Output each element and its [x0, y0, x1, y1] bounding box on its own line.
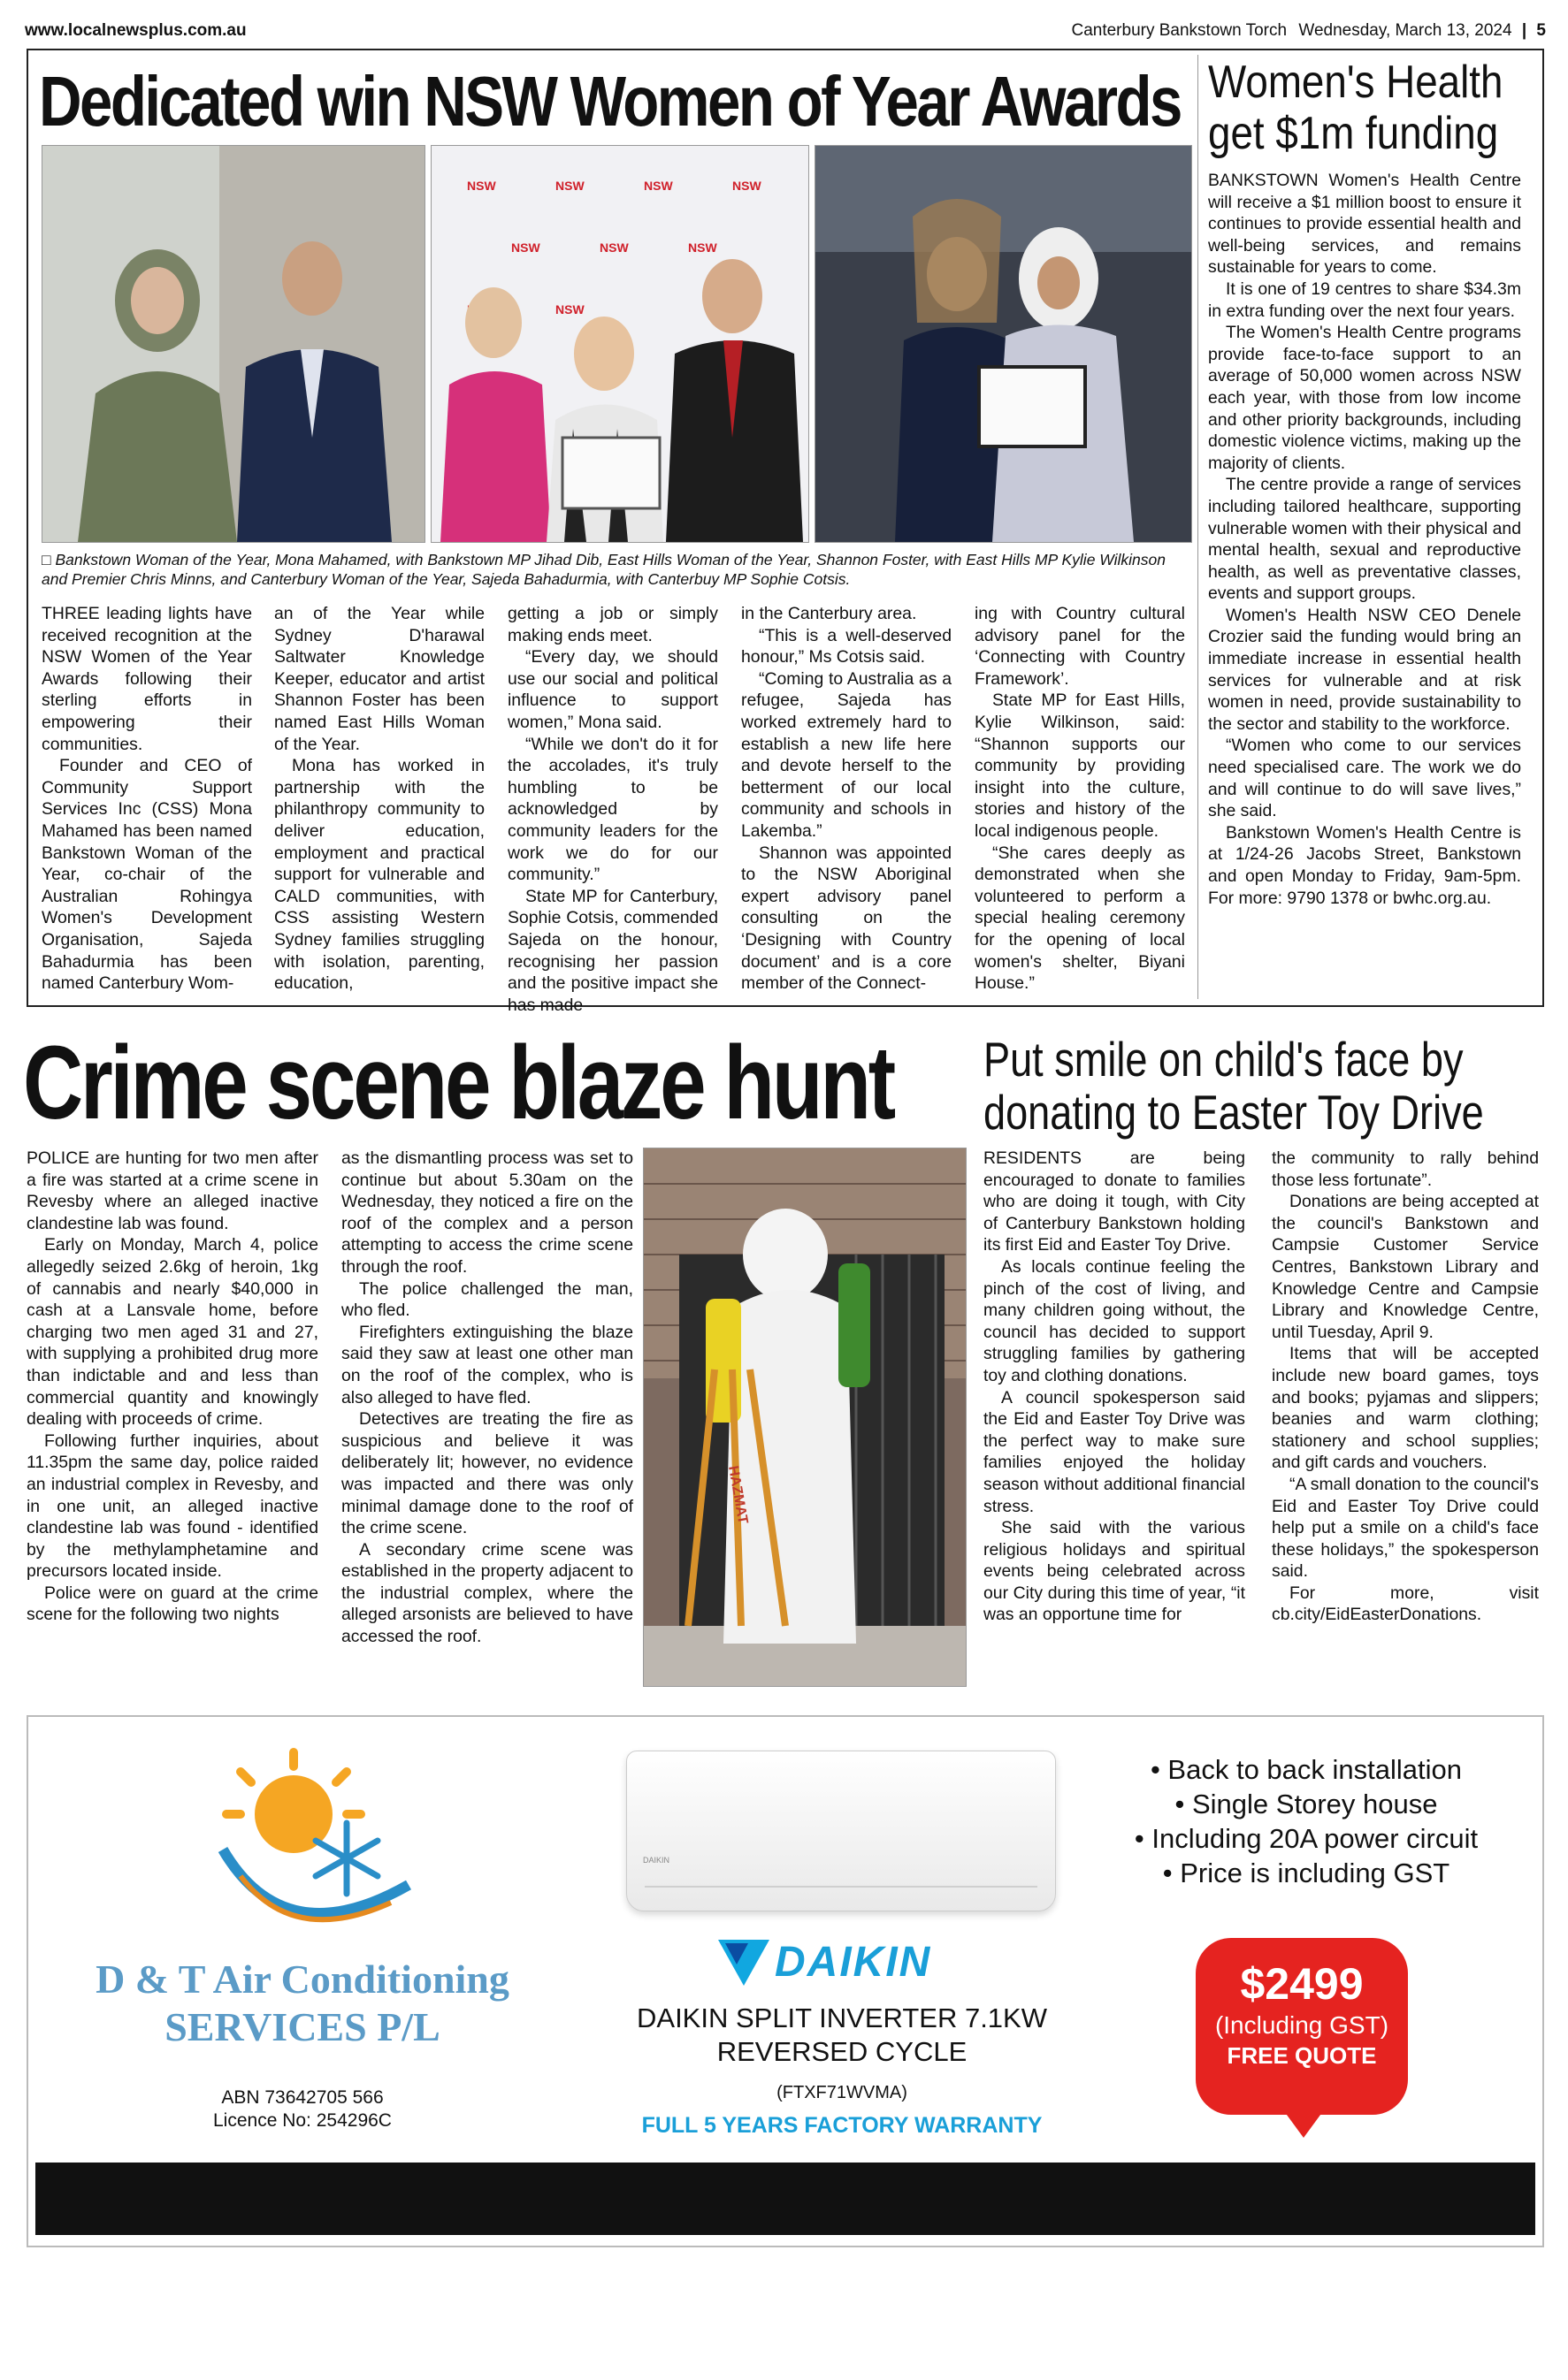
- feature-item: • Back to back installation: [1150, 1754, 1463, 1785]
- paragraph: It is one of 19 centres to share $34.3m in extra funding over the next four years.: [1208, 278, 1521, 321]
- svg-text:NSW: NSW: [688, 240, 717, 255]
- ad-footer-bar: [35, 2163, 1535, 2285]
- website-url[interactable]: www.localnewsplus.com.au: [25, 21, 247, 40]
- paragraph: The centre provide a range of services including tailored healthcare, supporting vulnerable women with their physical and mental health, sexual and reproductive health, as well as preventative classes, events and support groups.: [1208, 475, 1521, 604]
- feature-item: • Price is including GST: [1162, 1857, 1450, 1888]
- headline-line: donating to Easter Toy Drive: [983, 1085, 1484, 1140]
- price-badge-pointer: [1284, 2111, 1323, 2138]
- contact-info: Sales - Service and Installation - Domestic & Commercial I Mobile: 0472 840 846 I Email address: dtairsales@gmail.com: [116, 2257, 1482, 2285]
- story1-column-1: [42, 603, 252, 995]
- headline-line: get $1m funding: [1208, 108, 1499, 159]
- sun-snowflake-logo-icon: [187, 1743, 444, 1973]
- paragraph: Founder and CEO of Community Support Services Inc (CSS) Mona Mahamed has been named Bankstown Woman of the Year, co-chair of the Australian Rohingya Women's Development Organisation, Sajeda Bahadurmia has been named Canterbury Wom-: [42, 756, 252, 994]
- paragraph: For more, visit cb.city/EidEasterDonations.: [1272, 1583, 1539, 1625]
- hazmat-photo: [643, 1148, 967, 1687]
- price-note: (Including GST): [1214, 2011, 1389, 2039]
- caption-box-icon: □: [42, 551, 51, 568]
- paragraph: Following further inquiries, about 11.35pm the same day, police raided an industrial complex in Revesby, and in one unit, an alleged inactive clandestine lab was found - identified by the methylamphetamine and precursors located inside.: [27, 1430, 318, 1582]
- svg-text:NSW: NSW: [467, 179, 496, 193]
- paragraph: an of the Year while Sydney D'harawal Saltwater Knowledge Keeper, educator and artist Shannon Foster has been named East Hills Woman of the Year.: [274, 604, 485, 754]
- air-conditioner-image: [626, 1751, 1056, 1911]
- svg-text:NSW: NSW: [511, 240, 540, 255]
- feature-item: • Including 20A power circuit: [1134, 1823, 1479, 1854]
- headline-line: Women's Health: [1208, 57, 1503, 108]
- paragraph: ing with Country cultural advisory panel for the ‘Connecting with Country Framework’.: [975, 604, 1185, 689]
- paragraph: Early on Monday, March 4, police allegedly seized 2.6kg of heroin, 1kg of cannabis and nearly $40,000 in cash at a Lansvale home, before charging two men aged 31 and 27, with supplying a prohibited drug more than indictable and and less than commercial quantity and knowingly dealing with proceeds of crime.: [27, 1235, 318, 1430]
- story2-column: [1208, 170, 1521, 909]
- price: $2499: [1240, 1959, 1364, 2009]
- publication-name: Canterbury Bankstown Torch: [1071, 21, 1288, 40]
- page-header: [25, 21, 1546, 44]
- paragraph: “Coming to Australia as a refugee, Sajeda has worked extremely hard to establish a new life here and devote herself to the betterment of our local community and schools in Lakemba.”: [741, 668, 952, 841]
- issue-date: Wednesday, March 13, 2024: [1298, 21, 1512, 40]
- price-badge: [1196, 1938, 1408, 2115]
- paragraph: “Every day, we should use our social and political influence to support women,” Mona said.: [508, 647, 718, 732]
- story1-headline: Dedicated win NSW Women of Year Awards: [39, 62, 1181, 141]
- paragraph: A council spokesperson said the Eid and Easter Toy Drive was the perfect way to make sure families enjoyed the holiday season without additional financial stress.: [983, 1387, 1245, 1516]
- svg-text:HAZMAT: HAZMAT: [725, 1464, 751, 1526]
- story4-column-2: [1272, 1148, 1539, 1626]
- feature-list: [1090, 1752, 1523, 1890]
- paragraph: The police challenged the man, who fled.: [341, 1278, 633, 1321]
- company-name: [73, 1956, 532, 2051]
- svg-text:NSW: NSW: [644, 179, 673, 193]
- paragraph: BANKSTOWN Women's Health Centre will receive a $1 million boost to ensure it continues to provide essential health and well-being services, and remains sustainable for years to come.: [1208, 171, 1521, 278]
- paragraph: Items that will be accepted include new board games, toys and books; pyjamas and slippers; beanies and warm clothing; stationery and school supplies; and gift cards and vouchers.: [1272, 1344, 1539, 1473]
- awards-photo-canterbury: [815, 145, 1192, 543]
- story3-column-1: [27, 1148, 318, 1626]
- svg-text:NSW: NSW: [555, 179, 585, 193]
- svg-text:NSW: NSW: [600, 240, 629, 255]
- paragraph: POLICE are hunting for two men after a fire was started at a crime scene in Revesby where an alleged inactive clandestine lab was found.: [27, 1148, 318, 1233]
- paragraph: A secondary crime scene was established in the property adjacent to the industrial complex, where the alleged arsonists are believed to have accessed the roof.: [341, 1539, 633, 1647]
- model-number: (FTXF71WVMA): [776, 2083, 907, 2102]
- licence-number: Licence No: 254296C: [213, 2110, 392, 2131]
- paragraph: getting a job or simply making ends meet.: [508, 604, 718, 645]
- story3-column-2: [341, 1148, 633, 1648]
- page-number: 5: [1536, 21, 1546, 40]
- story1-column-4: [741, 603, 952, 995]
- abn: ABN 73642705 566: [221, 2087, 384, 2108]
- story3-headline: Crime scene blaze hunt: [23, 1025, 894, 1141]
- story4-headline: [983, 1032, 1484, 1140]
- paragraph: She said with the various religious holidays and spiritual events being celebrated across our City during this time of year, “it was an opportune time for: [983, 1518, 1245, 1625]
- paragraph: RESIDENTS are being encouraged to donate to families who are doing it tough, with City of Canterbury Bankstown holding its first Eid and Easter Toy Drive.: [983, 1148, 1245, 1255]
- unit-brand-label: DAIKIN: [643, 1856, 670, 1865]
- free-quote-label: FREE QUOTE: [1227, 2042, 1377, 2069]
- paragraph: Mona has worked in partnership with the philanthropy community to deliver education, employment and practical support for vulnerable and CALD communities, with CSS assisting Western Sydney families struggling with isolation, parenting, education,: [274, 756, 485, 994]
- daikin-logo: [718, 1938, 948, 1989]
- product-line: DAIKIN SPLIT INVERTER 7.1KW: [637, 2002, 1047, 2033]
- paragraph: The Women's Health Centre programs provide face-to-face support to an average of 50,000 women across NSW each year, with those from low income and other priority backgrounds, including domestic violence victims, making up the majority of clients.: [1208, 323, 1521, 473]
- company-registration: [73, 2086, 532, 2132]
- product-description: [594, 2002, 1090, 2069]
- paragraph: the community to rally behind those less fortunate”.: [1272, 1148, 1539, 1190]
- paragraph: “A small donation to the council's Eid and Easter Toy Drive could help put a smile on a child's face these holidays,” the spokesperson said.: [1272, 1474, 1539, 1582]
- company-name-line: D & T Air Conditioning: [96, 1957, 509, 2002]
- story1-column-3: [508, 603, 718, 1016]
- story1-column-5: [975, 603, 1185, 995]
- daikin-triangle-icon: [718, 1940, 769, 1986]
- headline-line: Put smile on child's face by: [983, 1032, 1464, 1087]
- paragraph: Firefighters extinguishing the blaze said they saw at least one other man on the roof of the complex, who is also alleged to have fled.: [341, 1322, 633, 1407]
- masthead-info: Canterbury Bankstown Torch Wednesday, March 13, 2024 | 5: [1071, 21, 1546, 40]
- paragraph: “She cares deeply as demonstrated when she volunteered to perform a special healing ceremony for the opening of local women's shelter, Biyani House.”: [975, 843, 1185, 994]
- feature-item: • Single Storey house: [1174, 1789, 1438, 1819]
- paragraph: “Women who come to our services need specialised care. The work we do and will continue to do will save lives,” she said.: [1208, 736, 1521, 821]
- caption-text: Bankstown Woman of the Year, Mona Mahamed, with Bankstown MP Jihad Dib, East Hills Woman of the Year, Shannon Foster, with East Hills MP Kylie Wilkinson and Premier Chris Minns, and Canterbury Woman of the Year, Sajeda Bahadurmia, with Canterbuy MP Sophie Cotsis.: [42, 551, 1166, 588]
- warranty-text: FULL 5 YEARS FACTORY WARRANTY: [641, 2113, 1043, 2138]
- paragraph: As locals continue feeling the pinch of the cost of living, and many children going without, the council has decided to support struggling families by gathering toy and clothing donations.: [983, 1256, 1245, 1385]
- paragraph: Bankstown Women's Health Centre is at 1/24-26 Jacobs Street, Bankstown and open Monday to Friday, 9am-5pm. For more: 9790 1378 or bwhc.org.au.: [1208, 822, 1521, 908]
- paragraph: Women's Health NSW CEO Denele Crozier said the funding would bring an immediate increase in essential health services for vulnerable and at risk women in need, provide sustainability to the sector and stability to the workforce.: [1208, 605, 1521, 734]
- svg-text:NSW: NSW: [555, 302, 585, 317]
- paragraph: as the dismantling process was set to continue but about 5.30am on the Wednesday, they noticed a fire on the roof of the complex and a person attempting to access the crime scene through the roof.: [341, 1148, 633, 1277]
- paragraph: State MP for Canterbury, Sophie Cotsis, commended Sajeda on the honour, recognising her passion and the positive impact she has made: [508, 886, 718, 1015]
- advertisement: [27, 1715, 1544, 2285]
- awards-photo-bankstown: [42, 145, 425, 543]
- company-name-line: SERVICES P/L: [164, 2004, 440, 2049]
- paragraph: State MP for East Hills, Kylie Wilkinson, said: “Shannon supports our community by providing insight into the culture, stories and history of the local indigenous people.: [975, 690, 1185, 841]
- product-line: REVERSED CYCLE: [716, 2036, 968, 2067]
- paragraph: THREE leading lights have received recognition at the NSW Women of the Year Awards following their sterling efforts in empowering their communities.: [42, 604, 252, 754]
- paragraph: in the Canterbury area.: [741, 604, 917, 623]
- paragraph: Shannon was appointed to the NSW Aboriginal expert advisory panel consulting on the ‘Designing with Country document’ and is a core member of the Connect-: [741, 843, 952, 994]
- story4-column-1: [983, 1148, 1245, 1626]
- story1-photo-caption: [42, 550, 1191, 589]
- story1-column-2: [274, 603, 485, 995]
- paragraph: “While we don't do it for the accolades, it's truly humbling to be acknowledged by community leaders for the work we do for our community.”: [508, 734, 718, 885]
- awards-photo-east-hills: [431, 145, 809, 543]
- paragraph: “This is a well-deserved honour,” Ms Cotsis said.: [741, 625, 952, 667]
- paragraph: Donations are being accepted at the council's Bankstown and Campsie Customer Service Centres, Bankstown Library and Knowledge Centre and Campsie Library and Knowledge Centre, until Tuesday, April 9.: [1272, 1192, 1539, 1342]
- column-divider: [1197, 55, 1198, 999]
- story2-headline: [1208, 57, 1503, 159]
- svg-text:NSW: NSW: [732, 179, 761, 193]
- paragraph: Detectives are treating the fire as suspicious and believe it was deliberately lit; however, no evidence was impacted and there was only minimal damage done to the roof of the crime scene.: [341, 1409, 633, 1538]
- paragraph: Police were on guard at the crime scene for the following two nights: [27, 1583, 318, 1625]
- daikin-wordmark: DAIKIN: [775, 1939, 932, 1986]
